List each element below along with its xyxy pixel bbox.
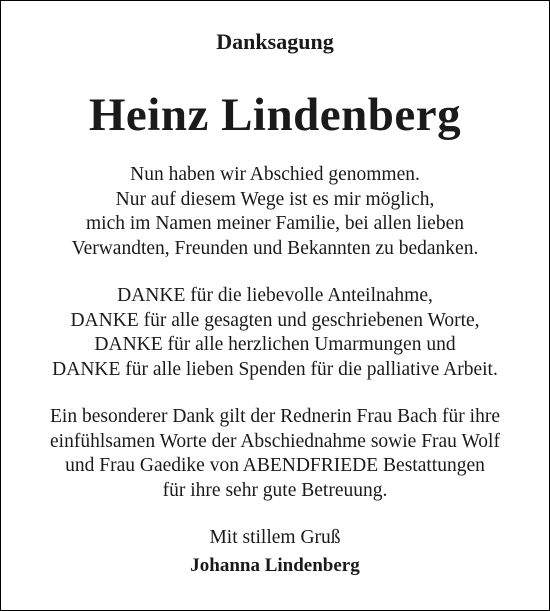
- signature-name: Johanna Lindenberg: [190, 555, 360, 576]
- closing-block: [1, 524, 549, 580]
- text-line: DANKE für alle herzlichen Umarmungen und: [94, 334, 456, 356]
- text-line: mich im Namen meiner Familie, bei allen lieben: [86, 213, 464, 235]
- notice-heading: Danksagung: [216, 29, 334, 54]
- thanks-paragraph-special: [1, 405, 549, 503]
- deceased-name: Heinz Lindenberg: [88, 89, 462, 141]
- text-line: für ihre sehr gute Betreuung.: [162, 479, 388, 501]
- closing-greeting: Mit stillem Gruß: [209, 527, 341, 548]
- text-line: DANKE für alle lieben Spenden für die palliative Arbeit.: [52, 358, 498, 380]
- text-line: und Frau Gaedike von ABENDFRIEDE Bestattungen: [65, 455, 485, 477]
- thanks-paragraph-intro: [1, 163, 549, 261]
- text-line: Nur auf diesem Wege ist es mir möglich,: [115, 188, 435, 210]
- text-line: DANKE für alle gesagten und geschriebenen Worte,: [70, 309, 480, 331]
- text-line: einfühlsamen Worte der Abschiednahme sowie Frau Wolf: [50, 430, 500, 452]
- text-line: Verwandten, Freunden und Bekannten zu bedanken.: [71, 237, 479, 259]
- text-line: DANKE für die liebevolle Anteilnahme,: [117, 285, 433, 306]
- text-line: Ein besonderer Dank gilt der Rednerin Frau Bach für ihre: [50, 406, 500, 427]
- thanks-paragraph-danke: [1, 284, 549, 382]
- text-line: Nun haben wir Abschied genommen.: [130, 164, 420, 185]
